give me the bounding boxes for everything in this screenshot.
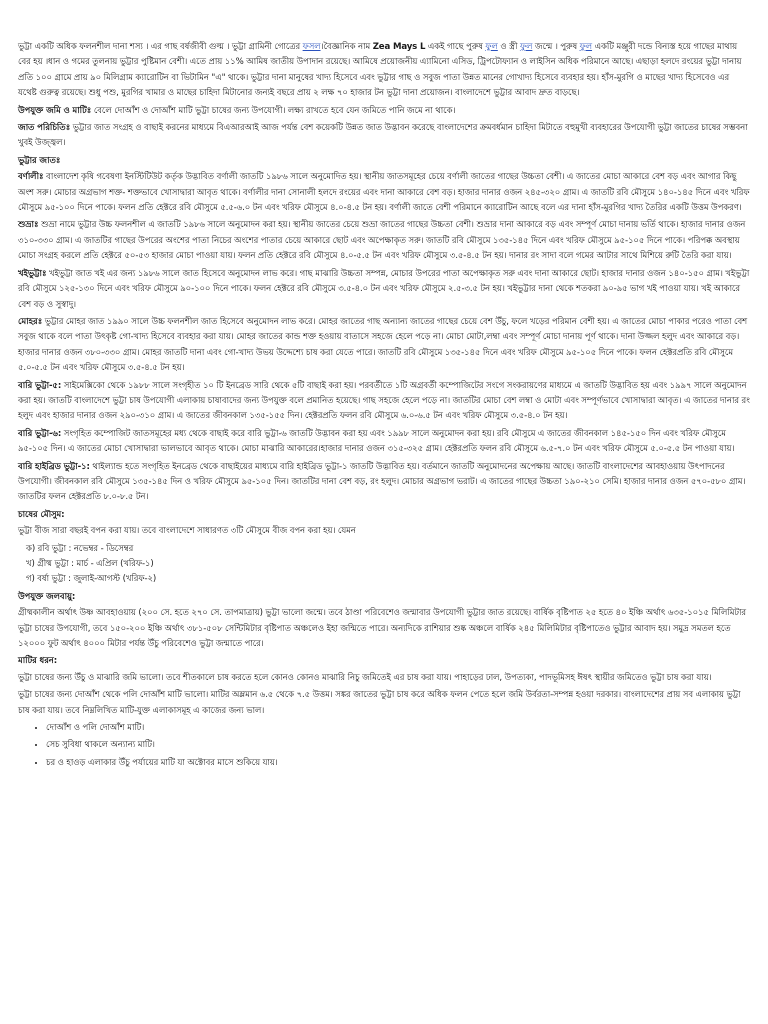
variety-desc: ভুট্টার মোহর জাত ১৯৯০ সালে উচ্চ ফলনশীল জাত হিসেবে অনুমোদন লাভ করে। মোহর জাতের গাছ অন্যান্য জাতের গাছের চেয়ে বেশ উঁচু, ফলে খড়ের পরিমান বেশী হয়। এ জাতের মোচা পাকার পরেও পাতা বেশ সবুজ থাকে বলে পাতা উৎকৃষ্ট গো-খাদ্য হিসেবে ব্যবহার করা যায়। মোহর জাতের কান্ড শক্ত হওয়ায় বাতাসে সহজে হেলে পড়ে না। মোচা মোটা,লম্বা এবং সম্পূর্ণ মোচা দানায় পূর্ণ থাকে। দানা উজ্জল হলুদ এবং আকারে বড়। হাজার দানার ওজন ৩৮০-৩৩০ গ্রাম। মোহর জাতটি দানা এবং গো-খাদ্য উভয় উদ্দেশ্যে চাষ করা যেতে পারে। জাতটি রবি মৌসুমে ১৩৫-১৪৫ দিনে এবং খরিফ মৌসুমে ৯৫-১০৫ দিনে পাকে। ফলন হেক্টরপ্রতি রবি মৌসুমে ৫.০-৫.৫ টন এবং খরিফ মৌসুমে ৩.৫-৪.৫ টন হয়।: [18, 316, 748, 374]
variety-name: শুভ্রাঃ: [18, 220, 39, 231]
variety-paragraph: [18, 427, 750, 458]
climate-text: গ্রীষ্মকালীন অর্থাৎ উষ্ণ আবহাওয়ায় (২০০ সে. হতে ২৭০ সে. তাপমাত্রায়) ভুট্টা ভালো জন্মে। তবে ঠাণ্ডা পরিবেশেও জন্মাবার উপযোগী ভুট্টার জাত রয়েছে। বার্ষিক বৃষ্টিপাত ২৫ হতে ৪০ ইঞ্চি অর্থাৎ ৬৩৫-১০১৫ মিলিমিটার ভুট্টা চাষের উপযোগী, তবে ১৫০-২০০ ইঞ্চি অর্থাৎ ৩৮১-৫০৮ সেন্টিমিটার বৃষ্টিপাত অঞ্চলেও ইহা জন্মিতে পারে। অন্যদিকে রাশিয়ার শুষ্ক অঞ্চলে বার্ষিক ২৪৫ মিলিমিটার বৃষ্টিপাতেও ভুট্টার আবাদ হয়। সমুদ্র সমতল হতে ১২০০০ ফুট অর্থাৎ ৪০০০ মিটার পর্যন্ত উঁচু পরিবেশেও ভুট্টা জন্মাতে পারে।: [18, 608, 746, 650]
soil-type-text-2: ভুট্টা চাষের জন্য দোআঁশ থেকে পলি দোআঁশ মাটি ভালো। মাটির অম্লমান ৬.৫ থেকে ৭.৫ উত্তম। সঙ্কর জাতের ভুট্টা চাষ করে অধিক ফলন পেতে হলে জমি উর্বরতা-সম্পন্ন হওয়া দরকার। বাংলাদেশের প্রায় সব এলাকায় ভুট্টা চাষ করা যায়। তবে নিম্নলিখিত মাটি-যুক্ত এলাকাসমূহ এ কাজের জন্য ভাল।: [18, 690, 741, 716]
variety-name: বারি ভুট্টা-৫:: [18, 380, 62, 391]
season-item: খ) গ্রীষ্ম ভুট্টা : মার্চ - এপ্রিল (খরিফ-১): [26, 559, 154, 569]
variety-paragraph: [18, 267, 750, 313]
variety-paragraph: [18, 379, 750, 425]
variety-name: বারি ভুট্টা-৬:: [18, 428, 62, 439]
variety-desc: সংগৃহিত কম্পোজিট জাতসমূহের মধ্য থেকে বাছাই করে বারি ভুট্টা-৬ জাতটি উদ্ভাবন করা হয় এবং ১৯৯৮ সালে অনুমোদন করা হয়। রবি মৌসুমে এ জাতের জীবনকাল ১৪৫-১৫০ দিন এবং খরিফ মৌসুমে ৯৫-১০৫ দিন। এ জাতের মোচা খোসাদ্বারা ভালভাবে আবৃত থাকে। মোচা মাঝারি আকারের।হাজার দানার ওজন ৩১৫-৩২৫ গ্রাম। হেক্টরপ্রতি ফলন রবি মৌসুমে ৬.৫-৭.০ টন এবং খরিফ মৌসুমে ৫.০-৫.৫ টন পাওয়া যায়।: [18, 428, 735, 455]
soil-bullet-list: [18, 721, 750, 771]
link-flower[interactable]: ফুল: [519, 42, 533, 52]
soil-paragraph: [18, 104, 750, 119]
soil-bullet: • দোআঁশ ও পলি দোআঁশ মাটি।: [46, 721, 750, 736]
variety-paragraph: [18, 315, 750, 377]
intro-text: ।বৈজ্ঞানিক নাম: [320, 42, 373, 52]
intro-text: একই গাছে পুরুষ: [425, 42, 486, 52]
variety-name: মোহরঃ: [18, 316, 43, 327]
variety-desc: খইভুট্টা জাত খই এর জন্য ১৯৮৬ সালে জাত হিসেবে অনুমোদন লাভ করে। গাছ মাঝারি উচ্চতা সম্পন্ন, মোচার উপরের পাতা অপেক্ষাকৃত সরু এবং দানা আকারে ছোট। হাজার দানার ওজন ১৪০-১৫০ গ্রাম। খইভুট্টা রবি মৌসুমে ১২৫-১৩০ দিনে এবং খরিফ মৌসুমে ৯০-১০০ দিনে পাকে। ফলন হেক্টরে রবি মৌসুমে ৩.৫-৪.০ টন এবং খরিফ মৌসুমে ২.৫-৩.৫ টন হয়। খইভুট্টার দানা থেকে শতকরা ৯০-৯৫ ভাগ খই পাওয়া যায়। খই আকারে বেশ বড় ও সুস্বাদু।: [18, 268, 750, 310]
variety-paragraph: [18, 170, 750, 216]
soil-type-text-1: ভুট্টা চাষের জন্য উঁচু ও মাঝারি জমি ভালো। তবে শীতকালে চাষ করতে হলে কোনও কোনও মাঝারি নিচু জমিতেই এর চাষ করা যায়। পাহাড়ের ঢাল, উপত্যকা, পাদভূমিসহ ঈষৎ স্থায়ীর জমিতেও ভুট্টা চাষ করা যায়।: [18, 672, 712, 683]
link-flower[interactable]: ফুল: [485, 42, 498, 52]
scientific-name: Zea Mays L: [372, 42, 426, 52]
variety-text: ভুট্টার জাত সংগ্রহ ও বাছাই করনের মাধ্যমে বিএআরআই আজ পর্যন্ত বেশ কয়েকটি উন্নত জাত উদ্ভাবন করেছে বাংলাদেশের ক্রমবর্ধমান চাহিদা মিটাতে বহুমুখী ব্যবহারের উপযোগী ভুট্টা জাতের চাষের সম্ভবনা খুবই উজ্জ্বল।: [18, 123, 748, 149]
season-heading: চাষের মৌসুম:: [18, 509, 65, 520]
variety-label: জাত পরিচিতিঃ: [18, 123, 71, 134]
variety-paragraph: [18, 218, 750, 264]
link-flower[interactable]: ফুল: [579, 42, 593, 52]
link-crop[interactable]: ফসল: [302, 42, 321, 52]
variety-paragraph: [18, 460, 750, 506]
season-item: ক) রবি ভুট্টা : নভেম্বর - ডিসেম্বর: [26, 543, 134, 554]
soil-bullet: • চর ও হাওড় এলাকার উঁচু পর্যায়ের মাটি যা অক্টোবর মাসে শুকিয়ে যায়।: [46, 756, 750, 771]
intro-text: ও স্ত্রী: [497, 42, 520, 52]
variety-intro-paragraph: [18, 121, 750, 152]
intro-text: একটি মঞ্জুরী দন্ডে বিন্যস্ত হয়ে গাছের মাথায় বের হয় ।ধান ও গমের তুলনায় ভুট্টার পুষ্টিমান বেশী। এতে প্রায় ১১% আমিষ জাতীয় উপাদান রয়েছে। আমিষে প্রয়োজনীয় এ্যামিনো এসিড, ট্রিপটোফ্যান ও লাইসিন অধিক পরিমানে আছে। এছাড়া হলদে রংয়ের ভুট্টা দানায় প্রতি ১০০ গ্রামে প্রায় ৯০ মিলিগ্রাম ক্যারোটিন বা ভিটামিন "এ" থাকে। ভুট্টার দানা মানুষের খাদ্য হিসেবে এবং ভুট্টার গাছ ও সবুজ পাতা উন্নত মানের গোখাদ্য হিসেবে ব্যবহার হয়। হাঁস-মুরগি ও মাছের খাদ্য হিসেবেও এর যথেষ্ট গুরুত্ব রয়েছে। শুধু পশু, মুরগির খামার ও মাছের চাহিদা মিটানোর জন্যই বছরে প্রায় ২ লক্ষ ৭০ হাজার টন ভুট্টা দানা প্রয়োজন। বাংলাদেশে ভুট্টার আবাদ দ্রুত বাড়ছে।: [18, 42, 742, 99]
soil-label: উপযুক্ত জমি ও মাটিঃ: [18, 105, 92, 116]
soil-type-heading: মাটির ধরন:: [18, 656, 58, 667]
intro-text: জন্মে । পুরুষ: [532, 42, 580, 52]
variety-name: খইভুট্টাঃ: [18, 268, 47, 279]
season-list: [18, 542, 750, 588]
variety-desc: বাংলাদেশ কৃষি গবেষণা ইনস্টিটিউট কর্তৃক উদ্ভাবিত বর্ণালী জাতটি ১৯৮৬ সালে অনুমোদিত হয়। স্থানীয় জাতসমূহের চেয়ে বর্ণালী জাতের গাছের উচ্চতা বেশী। এ জাতের মোচা আকারে বেশ বড় এবং আগার কিছু অংশ সরু। মোচার অগ্রভাগ শক্ত- শক্তভাবে খোসাদ্বারা আবৃত থাকে। বর্ণালীর দানা সোনালী হলদে রংয়ের এবং দানা আকারে বেশ বড়। হাজার দানার ওজন ২৪৫-৩২০ গ্রাম। এ জাতটি রবি মৌসুমে ১৪০-১৪৫ দিনে এবং খরিফ মৌসুমে ৯৫-১০০ দিনে পাকে। ফলন প্রতি হেক্টরে রবি মৌসুমে ৫.৫-৬.০ টন এবং খরিফ মৌসুমে ৪.০-৪.৫ টন হয়। বর্ণালী জাতে বেশী পরিমানে ক্যারোটিন আছে বলে এর দানা হাঁস-মুরগির খাদ্য তৈরির একটি উত্তম উপকরণ।: [18, 172, 750, 214]
variety-desc: শুভ্রা নামে ভুট্টার উচ্চ ফলনশীল এ জাতটি ১৯৮৬ সালে অনুমোদন করা হয়। স্থানীয় জাতের চেয়ে শুভ্রা জাতের গাছের উচ্চতা বেশী। শুভ্রার দানা আকারে বড় এবং সম্পূর্ণ মোচা দানায় ভর্তি থাকে। হাজার দানার ওজন ৩১০-৩৩০ গ্রাম। এ জাতটির গাছের উপরের অংশের পাতা নিচের অংশের পাতার চেয়ে আকারে ছোট এবং অপেক্ষাকৃত সরু। জাতটি রবি মৌসুমে ১৩৫-১৪৫ দিনে এবং খরিফ মৌসুমে ৯৫-১০৫ দিনে পাকে। পরিপক্ক অবস্থায় মোচা সংগ্রহ করলে প্রতি হেক্টরে ৫০-৫৩ হাজার মোচা পাওয়া যায়। ফলন প্রতি হেক্টরে রবি মৌসুমে ৪.০-৫.৫ টন এবং খরিফ মৌসুমে ৩.৫-৪.৫ টন হয়। দানার রং সাদা বলে গমের আটার সাথে মিশিয়ে রুটি তৈরি করা যায়।: [18, 220, 746, 262]
soil-text: বেলে দোআঁশ ও দোআঁশ মাটি ভুট্টা চাষের জন্য উপযোগী। লক্ষ্য রাখতে হবে যেন জমিতে পানি জমে না থাকে।: [91, 105, 456, 116]
climate-heading: উপযুক্ত জলবায়ু:: [18, 591, 76, 602]
varieties-heading: ভুট্টার জাতঃ: [18, 155, 61, 166]
soil-bullet: • সেচ সুবিধা থাকলে অন্যান্য মাটি।: [46, 738, 750, 753]
season-intro: ভুট্টা বীজ সারা বছরই বপন করা যায়। তবে বাংলাদেশে সাধারণত ৩টি মৌসুমে বীজ বপন করা হয়। যেমন: [18, 526, 356, 537]
intro-paragraph: [18, 40, 750, 102]
variety-desc: থাইল্যান্ড হতে সংগৃহিত ইনব্রেড থেকে বাছাইয়ের মাধ্যমে বারি হাইব্রিড ভুট্টা-১ জাতটি উদ্ভাবিত হয়। বর্তমানে জাতটি অনুমোদনের অপেক্ষায় আছে। জাতটি বাংলাদেশের আবহাওয়ায় উৎপাদনের উপযোগী। জীবনকাল রবি মৌসুমে ১৩৫-১৪৫ দিন ও খরিফ মৌসুমে ৯৫-১০৫ দিন। জাতটির দানা বেশ বড়, রং হলুদ। মোচার অগ্রভাগ ভরাট। এ জাতের গাছের উচ্চতা ১৯০-২১০ সেমি। হাজার দানার ওজন ৫৭০-৫৮০ গ্রাম। জাতটির ফলন হেক্টরপ্রতি ৮.০-৮.৫ টন।: [18, 461, 746, 503]
intro-text: ভুট্টা একটি অধিক ফলনশীল দানা শস্য । এর গাছ বর্ষজীবী গুল্ম । ভুট্টা গ্রামিনী গোত্রের: [18, 42, 303, 52]
variety-name: বারি হাইব্রিড ভুট্টা-১:: [18, 461, 90, 472]
season-item: গ) বর্ষা ভুট্টা : জুলাই-আগস্ট (খরিফ-২): [26, 574, 157, 585]
variety-name: বর্ণালীঃ: [18, 172, 44, 183]
variety-desc: সাইমেক্সিকো থেকে ১৯৮৮ সালে সংগৃহীত ১০ টি ইনব্রেড সারি থেকে ৫টি বাছাই করা হয়। পরবর্তীতে ১টি অগ্রবর্তী কম্পোজিটের সংগে সংকরায়ণের মাধ্যমে এ জাতটি উদ্ভাবিত হয় এবং ১৯৯৭ সালে অনুমোদন করা হয়। জাতটি বাংলাদেশে ভুট্টা চাষ উপযোগী এলাকায় চাষাবাদের জন্য উপযুক্ত বলে প্রমানিত হয়েছে। গাছ সহজে হেলে পড়ে না। জাতটির মোচা বেশ লম্বা ও মোটা এবং সম্পূর্ণভাবে খোসাদ্বারা আবৃত। এ জাতের দানার রং হলুদ এবং হাজার দানার ওজন ২৯০-৩১০ গ্রাম। এ জাতের জীবনকাল ১৩৫-১৫৫ দিন। হেক্টরপ্রতি ফলন রবি মৌসুমে ৬.০-৬.৫ টন এবং খরিফ মৌসুমে ৩.৫-৪.০ টন হয়।: [18, 380, 750, 422]
